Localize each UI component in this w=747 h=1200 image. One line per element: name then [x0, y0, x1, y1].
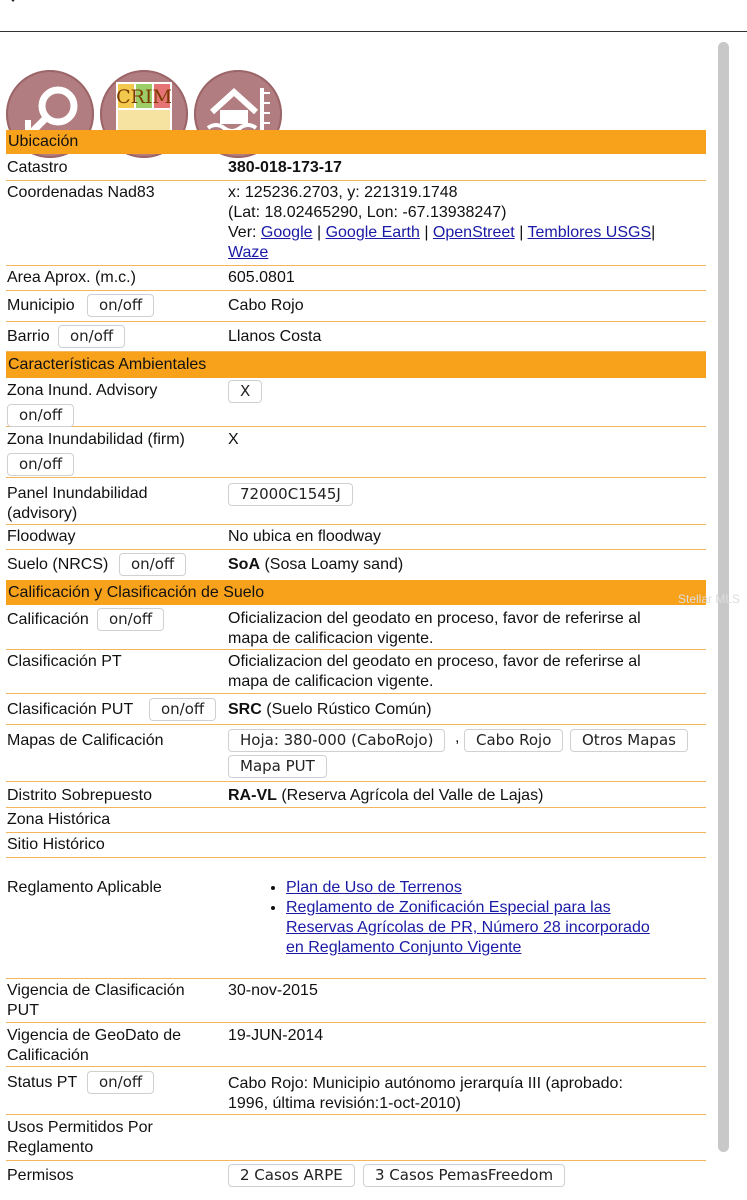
link-temblores-usgs[interactable]: Temblores USGS: [527, 224, 652, 241]
label-panel-line2: (advisory): [7, 505, 78, 522]
svg-text:CRIM: CRIM: [116, 86, 172, 108]
value-suelo: [228, 555, 706, 575]
put-desc: (Suelo Rústico Común): [266, 701, 432, 718]
coordenadas-links: [228, 223, 706, 243]
label-calificacion: Calificación: [7, 611, 89, 628]
row-catastro: [6, 156, 706, 181]
value-vigencia-put: 30-nov-2015: [228, 982, 318, 999]
label-reglamento: Reglamento Aplicable: [7, 879, 162, 896]
value-municipio: Cabo Rojo: [228, 297, 304, 314]
reglamento-list: [228, 878, 706, 958]
section-ubicacion: Ubicación: [6, 130, 706, 154]
row-municipio: [6, 291, 706, 322]
row-clasificacion-pt: [6, 650, 706, 694]
clasificacion-pt-line2: mapa de calificacion vigente.: [228, 673, 434, 690]
link-separator: |: [519, 224, 524, 241]
row-vigencia-put: [6, 979, 706, 1023]
label-suelo: Suelo (NRCS): [7, 556, 109, 573]
value-calificacion: [228, 609, 706, 649]
label-area: Area Aprox. (m.c.): [7, 269, 136, 286]
row-vigencia-geo: [6, 1023, 706, 1067]
row-clasificacion-put: [6, 694, 706, 725]
suelo-desc: (Sosa Loamy sand): [264, 556, 404, 573]
calificacion-line1: Oficializacion del geodato en proceso, favor de referirse al: [228, 610, 641, 627]
coordenadas-latlon: (Lat: 18.02465290, Lon: -67.13938247): [228, 204, 507, 221]
dropdown-caret-icon[interactable]: [8, 0, 18, 2]
mapa-put-button[interactable]: Mapa PUT: [228, 755, 327, 778]
link-separator: |: [316, 224, 322, 241]
label-clasificacion-put: Clasificación PUT: [7, 701, 134, 718]
put-code: SRC: [228, 701, 262, 718]
row-coordenadas: [6, 181, 706, 266]
label-floodway: Floodway: [7, 528, 76, 545]
distrito-code: RA-VL: [228, 787, 277, 804]
link-separator: |: [424, 224, 429, 241]
label-zona-historica: Zona Histórica: [7, 811, 111, 828]
property-info-panel: [0, 32, 713, 1200]
row-status-pt: [6, 1067, 706, 1115]
link-separator: |: [651, 224, 656, 241]
link-waze[interactable]: Waze: [228, 244, 269, 261]
label-mapas: Mapas de Calificación: [7, 732, 164, 749]
label-clasificacion-pt: Clasificación PT: [7, 653, 122, 670]
row-floodway: [6, 525, 706, 550]
value-barrio: Llanos Costa: [228, 328, 322, 345]
row-zona-historica: [6, 808, 706, 833]
reglamento-item: [286, 898, 706, 958]
reg2-line1: Reglamento de Zonificación Especial para las: [286, 899, 611, 916]
vigencia-geo-label-line1: Vigencia de GeoDato de: [7, 1027, 182, 1044]
value-floodway: No ubica en floodway: [228, 528, 381, 545]
suelo-toggle-button[interactable]: on/off: [119, 553, 186, 576]
link-google-earth[interactable]: Google Earth: [325, 224, 420, 241]
vigencia-put-label-line2: PUT: [7, 1002, 39, 1019]
link-openstreet[interactable]: OpenStreet: [432, 224, 515, 241]
label-coordenadas: Coordenadas Nad83: [7, 184, 155, 201]
calificacion-line2: mapa de calificacion vigente.: [228, 630, 434, 647]
value-clasificacion-put: [228, 700, 706, 720]
row-permisos: [6, 1161, 706, 1191]
row-mapas: [6, 725, 706, 782]
label-vigencia-geo: [7, 1026, 222, 1066]
value-clasificacion-pt: [228, 652, 706, 692]
otros-mapas-button[interactable]: Otros Mapas: [570, 729, 688, 752]
coordenadas-xy: x: 125236.2703, y: 221319.1748: [228, 184, 458, 201]
zona-advisory-toggle-button[interactable]: on/off: [7, 404, 74, 427]
row-zona-advisory: [6, 378, 706, 427]
watermark-text: Stellar MLS: [678, 592, 741, 606]
label-panel-line1: Panel Inundabilidad: [7, 485, 148, 502]
mapa-hoja-button[interactable]: Hoja: 380-000 (CaboRojo): [228, 729, 445, 752]
suelo-code: SoA: [228, 556, 260, 573]
row-area: [6, 266, 706, 291]
value-zona-advisory[interactable]: X: [228, 380, 262, 403]
link-google[interactable]: Google: [260, 224, 313, 241]
calificacion-toggle-button[interactable]: on/off: [97, 608, 164, 631]
row-sitio-historico: [6, 833, 706, 858]
row-panel: [6, 478, 706, 525]
value-zona-firm: X: [228, 431, 239, 448]
vigencia-geo-label-line2: Calificación: [7, 1047, 89, 1064]
row-barrio: [6, 322, 706, 352]
barrio-toggle-button[interactable]: on/off: [58, 325, 125, 348]
value-distrito: [228, 786, 706, 806]
value-panel-button[interactable]: 72000C1545J: [228, 483, 353, 506]
vigencia-put-label-line1: Vigencia de Clasificación: [7, 982, 185, 999]
clasificacion-pt-line1: Oficializacion del geodato en proceso, favor de referirse al: [228, 653, 641, 670]
row-zona-firm: [6, 427, 706, 478]
value-area: 605.0801: [228, 269, 295, 286]
label-barrio: Barrio: [7, 328, 50, 345]
municipio-toggle-button[interactable]: on/off: [87, 294, 154, 317]
label-usos: [7, 1118, 222, 1158]
status-pt-toggle-button[interactable]: on/off: [87, 1071, 154, 1094]
status-pt-line2: 1996, última revisión:1-oct-2010): [228, 1095, 462, 1112]
value-catastro: 380-018-173-17: [228, 159, 342, 176]
link-plan-uso-terrenos[interactable]: Plan de Uso de Terrenos: [286, 879, 462, 896]
distrito-desc: (Reserva Agrícola del Valle de Lajas): [281, 787, 544, 804]
label-status-pt: Status PT: [7, 1074, 78, 1091]
row-distrito: [6, 782, 706, 808]
mapas-comma: ,: [455, 729, 460, 746]
status-pt-line1: Cabo Rojo: Municipio autónomo jerarquía III (aprobado:: [228, 1075, 623, 1092]
value-status-pt: [228, 1074, 706, 1114]
reg2-line3: en Reglamento Conjunto Vigente: [286, 939, 522, 956]
casos-pemasfreedom-button[interactable]: 3 Casos PemasFreedom: [363, 1164, 565, 1187]
row-calificacion: [6, 606, 706, 650]
section-ambientales: Características Ambientales: [6, 352, 706, 378]
top-bar: [0, 0, 747, 32]
label-permisos: Permisos: [7, 1167, 74, 1184]
ver-label: Ver:: [228, 224, 257, 241]
label-municipio: Municipio: [7, 297, 75, 314]
zona-firm-toggle-button[interactable]: on/off: [7, 453, 74, 476]
row-reglamento: [6, 858, 706, 979]
clasificacion-put-toggle-button[interactable]: on/off: [149, 698, 216, 721]
mapa-cabo-rojo-button[interactable]: Cabo Rojo: [464, 729, 563, 752]
label-vigencia-put: [7, 981, 222, 1021]
label-panel: [7, 484, 222, 524]
usos-label-line2: Reglamento: [7, 1139, 94, 1156]
label-zona-firm: Zona Inundabilidad (firm): [7, 431, 185, 448]
value-coordenadas: [228, 183, 706, 263]
usos-label-line1: Usos Permitidos Por: [7, 1119, 153, 1136]
reglamento-item: [286, 878, 706, 898]
row-suelo: [6, 550, 706, 581]
section-calificacion: Calificación y Clasificación de Suelo: [6, 580, 706, 605]
link-reglamento-zonificacion[interactable]: [286, 899, 650, 956]
label-catastro: Catastro: [7, 159, 68, 176]
casos-arpe-button[interactable]: 2 Casos ARPE: [228, 1164, 355, 1187]
value-reglamento: [228, 878, 706, 958]
label-distrito: Distrito Sobrepuesto: [7, 787, 152, 804]
reg2-line2: Reservas Agrícolas de PR, Número 28 incorporado: [286, 919, 650, 936]
row-usos: [6, 1115, 706, 1161]
label-zona-advisory: Zona Inund. Advisory: [7, 382, 158, 399]
value-vigencia-geo: 19-JUN-2014: [228, 1027, 324, 1044]
label-sitio-historico: Sitio Histórico: [7, 836, 105, 853]
